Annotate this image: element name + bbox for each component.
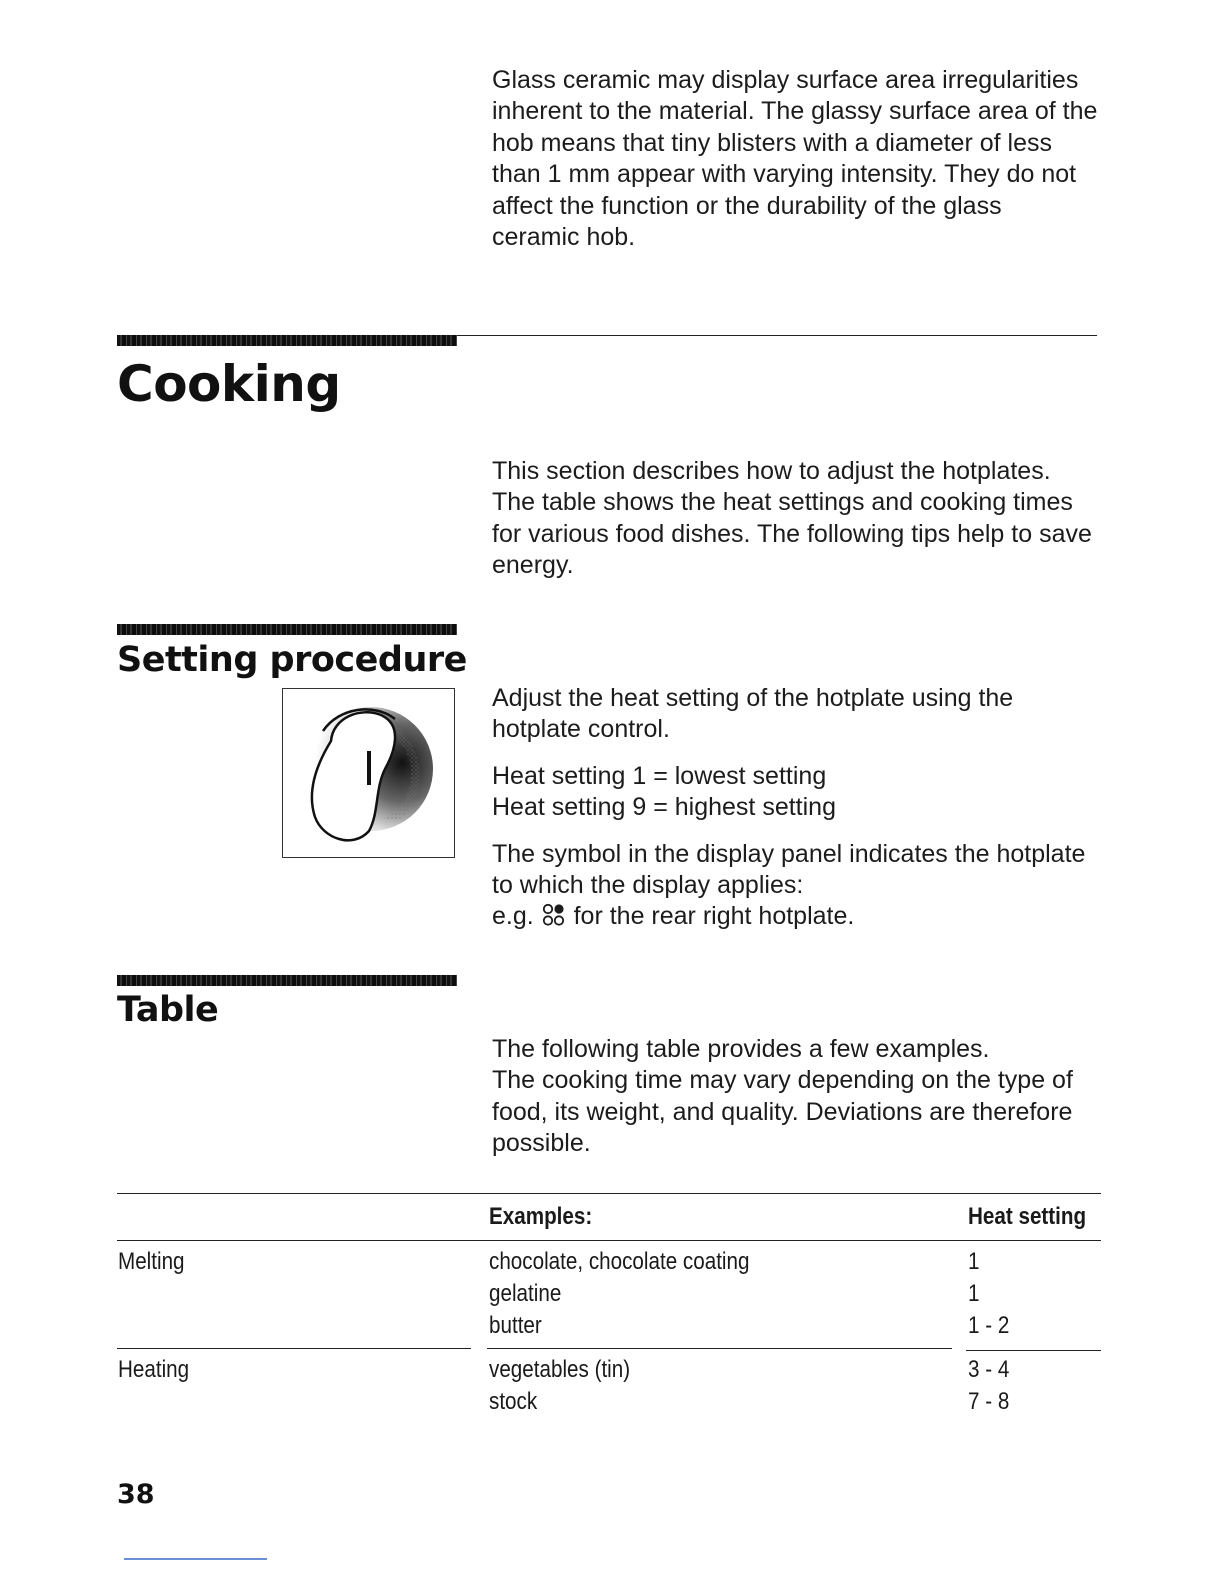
table-intro-line: The cooking time may vary depending on the type of (492, 1066, 1073, 1095)
table-intro-line: food, its weight, and quality. Deviations are therefore (492, 1097, 1073, 1126)
setting-line: to which the display applies: (492, 871, 804, 900)
header-rule (117, 1240, 1101, 1241)
cooking-line: The table shows the heat settings and cooking times (492, 488, 1073, 517)
setting-line: Heat setting 9 = highest setting (492, 793, 836, 822)
table-top-rule (117, 1193, 1101, 1194)
table-cell-setting: 1 (968, 1248, 980, 1275)
cooking-line: This section describes how to adjust the hotplates. (492, 457, 1051, 485)
group-rule (966, 1350, 1101, 1351)
table-cell-example: gelatine (489, 1280, 562, 1307)
hotplate-knob-icon (283, 689, 453, 856)
table-heading: Table (117, 990, 219, 1030)
table-intro-line: possible. (492, 1129, 591, 1158)
table-cell-setting: 7 - 8 (968, 1388, 1010, 1415)
table-cell-example: stock (489, 1388, 538, 1415)
example-suffix: for the rear right hotplate. (573, 902, 855, 931)
setting-line: hotplate control. (492, 715, 670, 744)
section-rule (457, 335, 1097, 336)
table-cell-setting: 1 (968, 1280, 980, 1307)
table-intro-paragraph (492, 1034, 1132, 1160)
group-rule (117, 1348, 471, 1349)
table-cell-example: butter (489, 1312, 542, 1339)
group-rule (487, 1348, 952, 1349)
example-line (492, 901, 1132, 932)
section-bar (117, 335, 457, 346)
intro-line: affect the function or the durability of the glass (492, 191, 1002, 220)
setting-line: The symbol in the display panel indicates the hotplate (492, 839, 1086, 868)
setting-procedure-heading: Setting procedure (117, 640, 467, 680)
table-cell-setting: 3 - 4 (968, 1356, 1010, 1383)
table-cell-example: vegetables (tin) (489, 1356, 631, 1383)
table-cell-setting: 1 - 2 (968, 1312, 1010, 1339)
cooking-heading: Cooking (117, 355, 341, 413)
cooking-paragraph (492, 456, 1132, 582)
intro-line: inherent to the material. The glassy surface area of the (492, 97, 1098, 126)
intro-line: than 1 mm appear with varying intensity. They do not (492, 160, 1077, 189)
knob-symbol-label: I (433, 849, 434, 850)
table-intro-line: The following table provides a few examples. (492, 1035, 990, 1063)
cooking-line: energy. (492, 551, 574, 580)
category-heating: Heating (118, 1356, 190, 1383)
table-cell-example: chocolate, chocolate coating (489, 1248, 750, 1275)
section-bar (117, 975, 457, 986)
page-number: 38 (117, 1479, 155, 1510)
setting-procedure-text (492, 683, 1132, 933)
cooking-line: for various food dishes. The following tips help to save (492, 519, 1092, 548)
hotplate-rear-right-icon (541, 903, 567, 927)
setting-line: Adjust the heat setting of the hotplate using the (492, 684, 1014, 712)
header-examples: Examples: (489, 1203, 593, 1230)
intro-paragraph (492, 65, 1132, 253)
intro-line: hob means that tiny blisters with a diameter of less (492, 128, 1052, 157)
hotplate-control-figure (282, 688, 455, 858)
example-prefix: e.g. (492, 902, 534, 931)
section-bar (117, 624, 457, 635)
category-melting: Melting (118, 1248, 185, 1275)
intro-line: Glass ceramic may display surface area irregularities (492, 66, 1079, 94)
setting-line: Heat setting 1 = lowest setting (492, 761, 827, 790)
scan-artifact-line (124, 1558, 267, 1560)
header-heat-setting: Heat setting (968, 1203, 1087, 1230)
intro-line: ceramic hob. (492, 223, 636, 252)
